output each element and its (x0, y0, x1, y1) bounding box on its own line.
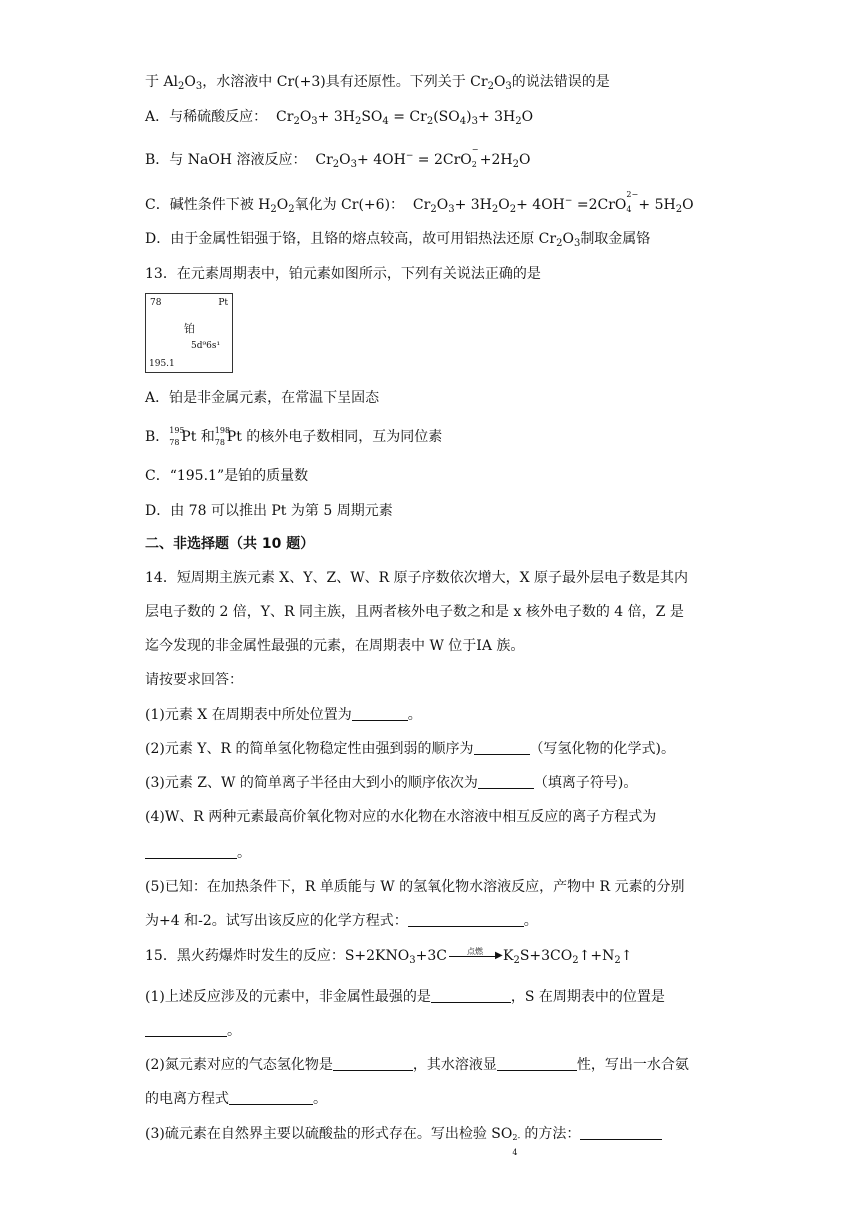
mass-number: 198 (214, 426, 231, 435)
mass-number: 195 (169, 426, 185, 435)
answer-blank[interactable] (333, 1056, 413, 1071)
text: 于 Al (145, 74, 179, 90)
text: 的电离方程式 (145, 1091, 229, 1107)
answer-blank[interactable] (229, 1090, 313, 1105)
q13-stem: 13．在元素周期表中，铂元素如图所示，下列有关说法正确的是 (145, 266, 541, 282)
text: 。 (237, 845, 251, 861)
text: 15．黑火药爆炸时发生的反应：S+2KNO (145, 948, 410, 964)
q13-option-a: A．铂是非金属元素，在常温下呈固态 (145, 390, 380, 406)
q14-part-2 (145, 739, 675, 759)
q12-option-a: A．与稀硫酸反应： $Cr_2O_3+ 3H_2SO_4 = Cr_2(SO_4)_3+ 3H_2O$ (145, 109, 534, 127)
text: (3)硫元素在自然界主要以硫酸盐的形式存在。写出检验 SO (145, 1126, 513, 1142)
answer-blank[interactable] (431, 988, 511, 1003)
option-label: B． (145, 429, 170, 445)
text: 的说法错误的是 (511, 74, 610, 90)
q14-part-5: (5)已知：在加热条件下，R 单质能与 W 的氢氧化物水溶液反应，产物中 R 元素的分别 (145, 879, 685, 895)
q15-part-2 (145, 1055, 689, 1075)
text: (1)元素 X 在周期表中所处位置为 (145, 707, 352, 723)
q14-part-5-cont (145, 911, 538, 931)
q14-line-4: 请按要求回答： (145, 672, 243, 688)
text: ，水溶液中 Cr(+3)具有还原性。下列关于 Cr (202, 74, 488, 90)
answer-blank[interactable] (580, 1125, 662, 1140)
answer-blank[interactable] (408, 912, 524, 927)
text: 。 (227, 1023, 241, 1039)
option-label: B．与 NaOH 溶液反应： (145, 152, 307, 168)
proton-number: 78 (169, 438, 180, 447)
text: ，S 在周期表中的位置是 (510, 989, 665, 1005)
text: (3)元素 Z、W 的简单离子半径由大到小的顺序依次为 (145, 775, 478, 791)
q14-line-2: 层电子数的 2 倍，Y、R 同主族，且两者核外电子数之和是 x 核外电子数的 4 倍，Z 是 (145, 604, 684, 620)
text: 性，写出一水合氨 (576, 1057, 689, 1073)
element-name: 铂 (184, 322, 195, 335)
text: O (493, 74, 506, 90)
text: O (184, 74, 196, 90)
text: ↑+N (578, 948, 615, 964)
atomic-mass: 195.1 (149, 359, 175, 369)
text: 氧化为 Cr(+6)： (294, 197, 405, 213)
option-label: C．碱性条件下被 H (145, 197, 271, 213)
q14-line-3: 迄今发现的非金属性最强的元素，在周期表中 W 位于IA 族。 (145, 638, 525, 654)
q15-part-2-cont (145, 1089, 327, 1109)
text: (2)氮元素对应的气态氢化物是 (145, 1057, 333, 1073)
text: (1)上述反应涉及的元素中，非金属性最强的是 (145, 989, 431, 1005)
q13-option-c: C．“195.1”是铂的质量数 (145, 468, 309, 484)
text: ，其水溶液显 (412, 1057, 497, 1073)
text: 制取金属铬 (580, 231, 651, 247)
electron-config: 5d⁹6s¹ (191, 341, 221, 351)
q15-part-3: (3)硫元素在自然界主要以硫酸盐的形式存在。写出检验 SO 2- 4 的方法： (145, 1124, 662, 1144)
text: Pt 的核外电子数相同，互为同位素 (226, 429, 443, 445)
text: S+3CO (519, 948, 573, 964)
q15-part-1 (145, 987, 665, 1007)
proton-number: 78 (214, 438, 225, 447)
q15-stem: 15．黑火药爆炸时发生的反应：$S+2KNO_3+3C$ 点燃 ▶ $K_2S+3CO_2↑+N_2↑$ (145, 946, 632, 971)
text: +3C (415, 948, 447, 964)
q13-option-b (145, 427, 442, 447)
text: 。 (407, 707, 422, 723)
text: ↑ (620, 948, 633, 964)
text: (2)元素 Y、R 的简单氢化物稳定性由强到弱的顺序为 (145, 741, 474, 757)
q12-intro: 于 $Al_2O_3$，水溶液中 Cr(+3)具有还原性。下列关于 $Cr_2O_3$的说法错误的是 (145, 74, 610, 92)
text: O (562, 231, 574, 247)
platinum-element-card (145, 293, 233, 373)
answer-blank[interactable] (474, 740, 530, 755)
text: K (502, 948, 514, 964)
answer-blank[interactable] (352, 706, 408, 721)
q14-part-4-answer (145, 843, 251, 863)
answer-blank[interactable] (497, 1056, 577, 1071)
section-heading: 二、非选择题（共 10 题） (145, 536, 315, 552)
text: D．由于金属性铝强于铬，且铬的熔点较高，故可用铝热法还原 Cr (145, 231, 557, 247)
q13-option-d: D．由 78 可以推出 Pt 为第 5 周期元素 (145, 503, 393, 519)
q14-part-4: (4)W、R 两种元素最高价氧化物对应的水化物在水溶液中相互反应的离子方程式为 (145, 809, 657, 825)
reaction-arrow: 点燃 ▶ (447, 946, 503, 966)
text: （写氢化物的化学式)。 (529, 741, 675, 757)
element-symbol: Pt (218, 298, 228, 308)
q14-part-3 (145, 773, 637, 793)
reaction-condition: 点燃 (466, 947, 483, 956)
atomic-number: 78 (150, 298, 162, 308)
q15-part-1-cont (145, 1021, 241, 1041)
answer-blank[interactable] (145, 1022, 227, 1037)
q12-option-d: D．由于金属性铝强于铬，且铬的熔点较高，故可用铝热法还原 $Cr_2O_3$制取金属铬 (145, 231, 651, 249)
option-label: A．与稀硫酸反应： (145, 109, 268, 125)
q14-line-1: 14．短周期主族元素 X、Y、Z、W、R 原子序数依次增大，X 原子最外层电子数是其内 (145, 570, 688, 586)
text: （填离子符号)。 (533, 775, 638, 791)
text: 为+4 和-2。试写出该反应的化学方程式： (145, 913, 408, 929)
q14-part-1 (145, 705, 422, 725)
answer-blank[interactable] (145, 844, 237, 859)
text: Pt 和 (181, 429, 215, 445)
text: O (276, 197, 289, 213)
answer-blank[interactable] (478, 774, 534, 789)
q12-option-c: C．碱性条件下被 $H_2O_2$氧化为 Cr(+6)： $Cr_2O_3+ 3H_2O_2+ 4OH^- =2CrO$ 2− 4 + $5H_2O$ (145, 190, 694, 215)
q12-option-b: B．与 NaOH 溶液反应： $Cr_2O_3+ 4OH^- = 2CrO$ − 2 $+2H_2O$ (145, 145, 531, 170)
text: 的方法： (524, 1126, 581, 1142)
text: 。 (313, 1091, 327, 1107)
text: 。 (523, 913, 538, 929)
